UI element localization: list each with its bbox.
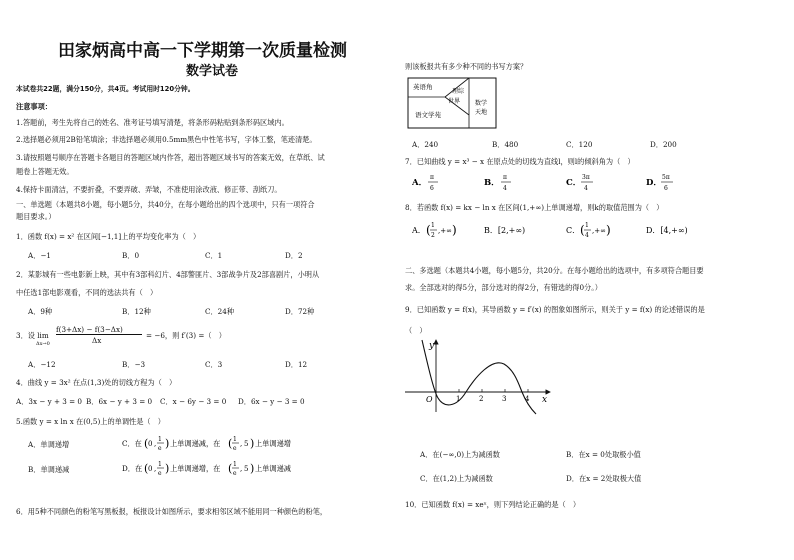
q5-c2-paren-r: ) [250,437,255,450]
exam-meta: 本试卷共22题，满分150分，共4页。考试用时120分钟。 [16,85,195,93]
q8-option-b: B．[2,+∞) [484,226,526,235]
q5-d2-den: e [233,470,237,477]
q9-stem: 9．已知函数 y = f(x)，其导函数 y = f′(x) 的图象如图所示，则关于 y = f(x) 的论述错误的是 [405,305,705,314]
q7-option-d-label: D． [646,178,662,188]
q7-option-d-num: 5π [662,174,670,181]
page-subtitle: 数学试卷 [186,64,239,79]
q5-option-d [122,458,322,484]
q4-option-d: D．6x − y − 3 = 0 [238,397,305,406]
q6-region-math-2: 天地 [475,109,488,116]
q9-tick-label-2: 2 [479,395,484,403]
q8-option-c-paren-l: ( [580,223,585,237]
q8-option-c-num: 1 [585,222,589,229]
q1-option-d: D．2 [285,251,303,260]
section1-intro: 一、单选题（本题共8小题，每小题5分，共40分，在每小题给出的四个选项中，只有一项符合 [16,200,315,209]
q9-option-a: A．在(−∞,0)上为减函数 [420,450,500,459]
q8-options-svg [412,218,712,244]
q9-option-d: D．在x = 2处取极大值 [566,474,642,483]
q8-option-c-den: 4 [585,232,589,239]
notice-title: 注意事项： [16,102,52,111]
q5-d-comma: , [154,465,157,473]
q5-d-mid: 上单调递增，在 [170,464,221,473]
q3-option-a: A．−12 [28,360,56,369]
q5-d-paren-r: ) [165,462,170,475]
q3-frac-num: f(3+Δx) − f(3−Δx) [56,325,123,334]
q7-option-c-label: C． [566,178,582,188]
q9-y-label: y [429,341,435,351]
q5-c2-num: 1 [233,436,237,443]
q9-tick-label-1: 1 [456,395,461,403]
q7-options [412,171,712,199]
q4-option-b: B．6x − y + 3 = 0 [86,397,153,406]
notice-3-cont: 题卷上答题无效。 [16,167,74,176]
q8-option-a-paren-r: ) [452,223,457,237]
q5-d-num: 1 [158,461,162,468]
q5-c2-comma: , [240,440,243,448]
q6-region-chinese: 语文学苑 [415,111,441,119]
q5-option-b: B．单调递减 [28,465,70,474]
q6-option-a: A．240 [412,140,439,149]
q8-option-a-paren-l: ( [426,223,431,237]
q6-option-b: B．480 [492,140,519,149]
q3-lim-sub: Δx→0 [36,341,50,347]
q9-option-b: B．在x = 0处取极小值 [566,450,641,459]
q5-option-a: A．单调递增 [28,440,70,449]
q5-d-paren-l: ( [144,462,149,475]
q5-c-comma: , [154,440,157,448]
q8-option-d: D．[4,+∞) [646,226,688,235]
q5-c2-five: 5 [244,440,249,448]
q5-d-zero: 0 [148,465,153,473]
q8-options [412,218,712,248]
page-title: 田家炳高中高一下学期第一次质量检测 [58,41,347,61]
q9-tick-label-3: 3 [502,395,507,403]
q5-c-num: 1 [158,436,162,443]
q5-d-den: e [158,470,162,477]
q3-option-b: B．−3 [122,360,146,369]
notice-3: 3.请按照题号顺序在答题卡各题目的答题区域内作答，超出答题区域书写的答案无效，在草纸、试 [16,153,325,162]
q5-d2-num: 1 [233,461,237,468]
q8-option-c-paren-r: ) [606,223,611,237]
q1-option-c: C．1 [205,251,223,260]
q3-frac-den: Δx [92,336,102,345]
q8-stem: 8．若函数 f(x) = kx − ln x 在区间(1,+∞)上单调递增，则k的取值范围为（ ） [405,203,664,212]
q10-stem: 10．已知函数 f(x) = xeˣ，则下列结论正确的是（ ） [405,500,581,509]
q7-options-svg [412,171,712,195]
q2-option-b: B．12种 [122,307,151,316]
q4-option-a: A．3x − y + 3 = 0 [16,397,82,406]
q5-d2-comma: , [240,465,243,473]
notice-4: 4.保持卡面清洁，不要折叠，不要弄破、弄皱，不准使用涂改液、修正带、刮纸刀。 [16,185,282,194]
q9-tick-label-4: 4 [525,395,530,403]
q6-option-c: C．120 [566,140,593,149]
q2-option-c: C．24种 [205,307,235,316]
q5-d2-paren-l: ( [228,462,233,475]
q1-option-a: A．−1 [28,251,51,260]
q7-option-b-den: 4 [503,185,507,192]
q6-board-svg [407,77,497,129]
q2-stem-cont: 中任选1部电影观看，不同的选法共有（ ） [16,288,158,297]
q5-c2-den: e [233,445,237,452]
q2-option-a: A．9种 [28,307,53,316]
q5-stem: 5.函数 y = x ln x 在(0,5)上的单调性是（ ） [16,417,165,426]
q6-option-d: D．200 [650,140,677,149]
q5-d2-paren-r: ) [250,462,255,475]
notice-2: 2.选择题必须用2B铅笔填涂；非选择题必须用0.5mm黑色中性笔书写，字体工整，笔迹清楚。 [16,135,317,144]
q8-option-a-label: A． [412,226,426,235]
q2-option-d: D．72种 [285,307,315,316]
q9-option-c: C．在(1,2)上为减函数 [420,474,493,483]
q5-d2-five: 5 [244,465,249,473]
q7-option-c-den: 4 [584,185,588,192]
q7-option-a-den: 6 [430,185,434,192]
q7-option-b-label: B． [484,178,500,188]
q4-stem: 4．曲线 y = 3x² 在点(1,3)处的切线方程为（ ） [16,378,177,387]
q5-option-c-formula [122,433,322,455]
q6-region-math-1: 数学 [475,100,488,107]
q6-region-english: 英语角 [413,83,433,91]
q4-option-c: C．x − 6y − 3 = 0 [160,397,227,406]
q1-option-b: B．0 [122,251,140,260]
q3-option-d: D．12 [285,360,308,369]
q3-stem-post: = −6，则 f′(3) =（ ） [146,331,226,340]
q3-option-c: C．3 [205,360,223,369]
q6-stem: 6．用5种不同颜色的粉笔写黑板报，板报设计如图所示，要求相邻区域不能用同一种颜色的粉笔， [16,507,328,516]
q3-frac-bar [56,334,142,335]
section1-intro-cont: 题目要求。） [16,212,56,221]
q7-option-a-label: A． [412,178,428,188]
q7-option-d-den: 6 [664,185,668,192]
q8-option-a-inf: ,+∞ [438,227,452,235]
notice-1: 1.答题前，考生先将自己的姓名、准考证号填写清楚，将条形码粘贴到条形码区域内。 [16,118,289,127]
q5-c-pre: C．在 [122,439,142,448]
q3-lim: 3．设 lim [16,331,49,340]
q9-derivative-graph [400,336,560,420]
q8-option-c-inf: ,+∞ [592,227,606,235]
q7-option-b-num: π [503,174,507,181]
q5-d-pre: D．在 [122,464,143,473]
q5-d-post: 上单调递减 [255,464,291,473]
section2-intro-cont: 求。全部选对的得5分，部分选对的得2分，有错选的得0分。） [405,283,602,292]
q5-c-mid: 上单调递减，在 [170,439,221,448]
q7-option-a-num: π [430,174,434,181]
q1-stem: 1．函数 f(x) = x² 在区间[−1,1]上的平均变化率为（ ） [16,232,201,241]
q9-x-label: x [542,395,548,405]
q5-option-c [122,433,322,459]
q5-c2-paren-l: ( [228,437,233,450]
q5-option-d-formula [122,458,322,480]
q5-c-zero: 0 [148,440,153,448]
q9-stem-cont: （ ） [405,326,427,335]
q8-option-c-label: C． [566,226,581,235]
q6-region-science-1: 理综 [452,88,465,95]
q8-option-a-num: 1 [431,222,435,229]
q2-stem: 2．某影城有一些电影新上映，其中有3部科幻片、4部警匪片、3部战争片及2部喜剧片，小明从 [16,270,320,279]
q6-board-diagram [407,77,497,133]
q5-c-post: 上单调递增 [255,439,291,448]
q7-option-c-num: 3π [582,174,590,181]
q9-origin-label: O [426,395,433,404]
q5-c-den: e [158,445,162,452]
q5-c-paren-r: ) [165,437,170,450]
q6-stem-cont: 则该板报共有多少种不同的书写方案？ [405,62,528,71]
q8-option-a-den: 2 [431,232,435,239]
q9-graph-svg [400,336,560,416]
q5-c-paren-l: ( [144,437,149,450]
section2-intro: 二、多选题（本题共4小题，每小题5分，共20分。在每小题给出的选项中，有多项符合题目要 [405,266,704,275]
q7-stem: 7．已知曲线 y = x³ − x 在原点处的切线为直线l，则l的倾斜角为（ ） [405,157,635,166]
q6-region-science-2: 世界 [448,98,461,105]
